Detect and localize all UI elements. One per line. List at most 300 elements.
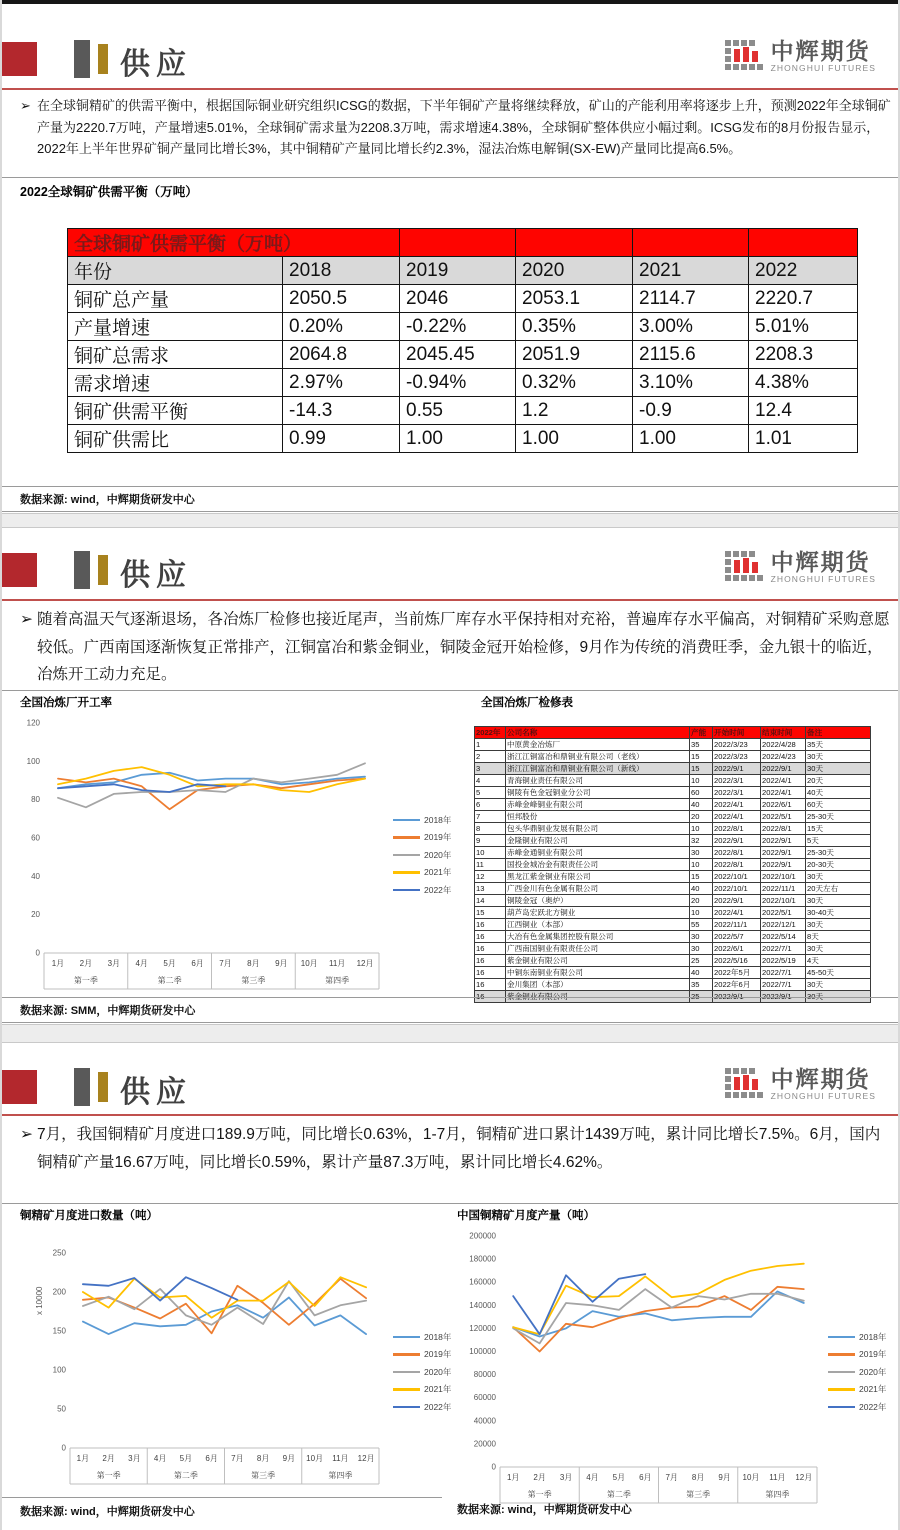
table-row <box>475 847 871 859</box>
table-cell: 2022/4/28 <box>761 739 806 751</box>
divider <box>2 1203 898 1204</box>
table-cell <box>633 229 749 257</box>
header-gray-bar <box>74 551 90 589</box>
table-cell: 55 <box>690 919 713 931</box>
brand-logo-icon <box>725 38 765 78</box>
table-cell: 国投金城冶金有限责任公司 <box>506 859 690 871</box>
svg-text:1月: 1月 <box>76 1454 90 1463</box>
table-cell: 2020 <box>516 257 633 285</box>
table-row <box>475 739 871 751</box>
brand-logo <box>725 38 876 78</box>
table-cell: 2022/6/1 <box>713 943 761 955</box>
legend-item <box>828 1328 886 1346</box>
table-cell: 2050.5 <box>283 285 400 313</box>
svg-text:3月: 3月 <box>128 1454 141 1463</box>
data-source: 数据来源: SMM，中辉期货研发中心 <box>20 1005 196 1017</box>
legend-line-swatch <box>393 1336 420 1339</box>
divider <box>2 1022 898 1023</box>
svg-text:9月: 9月 <box>282 1454 296 1463</box>
svg-text:60000: 60000 <box>473 1393 496 1403</box>
table-cell: 2022年5月 <box>713 967 761 979</box>
legend-label: 2022年 <box>424 1401 452 1412</box>
table-cell: 2022/5/1 <box>761 907 806 919</box>
panel2-paragraph <box>20 606 893 689</box>
table-cell: 30天 <box>806 943 871 955</box>
brand-logo <box>725 1066 876 1106</box>
chart-svg <box>17 1222 397 1488</box>
table-cell: 2022/4/23 <box>761 751 806 763</box>
table-header-row <box>68 257 858 285</box>
table-cell: 浙江江铜富冶和鼎铜业有限公司（新线） <box>506 763 690 775</box>
table-cell: 2022/9/1 <box>761 991 806 1003</box>
brand-name-cn: 中辉期货 <box>770 549 871 575</box>
svg-text:3月: 3月 <box>107 959 121 968</box>
svg-text:10月: 10月 <box>742 1473 760 1482</box>
header-gold-bar <box>98 44 108 74</box>
table-row <box>68 425 858 453</box>
panel2-header <box>2 549 898 599</box>
legend-label: 2019年 <box>859 1349 887 1360</box>
legend-item <box>393 1328 451 1346</box>
table-cell: 9 <box>475 835 506 847</box>
legend-item <box>393 1346 451 1364</box>
table-title: 全球铜矿供需平衡（万吨） <box>68 229 400 257</box>
legend-line-swatch <box>828 1371 855 1374</box>
table-cell: 2022/8/1 <box>713 847 761 859</box>
header-red-bar <box>2 553 37 587</box>
table-cell: 8天 <box>806 931 871 943</box>
svg-text:第四季: 第四季 <box>325 976 350 985</box>
table-cell: 20 <box>690 895 713 907</box>
svg-text:4月: 4月 <box>586 1473 599 1482</box>
legend-label: 2022年 <box>859 1401 887 1412</box>
svg-text:5月: 5月 <box>179 1454 193 1463</box>
divider <box>2 177 898 178</box>
table-cell: 16 <box>475 967 506 979</box>
table-cell: 江西铜业（本部） <box>506 919 690 931</box>
table-cell: 备注 <box>806 727 871 739</box>
svg-text:10月: 10月 <box>306 1454 324 1463</box>
legend-line-swatch <box>393 1353 420 1356</box>
table-cell: 30天 <box>806 895 871 907</box>
svg-text:80: 80 <box>31 795 40 805</box>
legend-label: 2020年 <box>424 1366 452 1377</box>
table-cell: 2022/6/1 <box>761 799 806 811</box>
table-cell: 2022/9/1 <box>761 835 806 847</box>
table-row <box>68 341 858 369</box>
table-cell: 中原黄金冶炼厂 <box>506 739 690 751</box>
table-cell: 2021 <box>633 257 749 285</box>
brand-logo <box>725 549 876 589</box>
legend-line-swatch <box>828 1336 855 1339</box>
table-row <box>475 787 871 799</box>
table-cell: 20 <box>690 811 713 823</box>
table-cell: 年份 <box>68 257 283 285</box>
table-cell: 紫金铜业有限公司 <box>506 955 690 967</box>
svg-text:3月: 3月 <box>559 1473 573 1482</box>
svg-text:80000: 80000 <box>473 1370 496 1380</box>
svg-text:100000: 100000 <box>469 1347 496 1356</box>
svg-text:第二季: 第二季 <box>606 1490 631 1499</box>
table-cell: 1 <box>475 739 506 751</box>
bullet-icon: ➢ <box>20 1126 33 1143</box>
brand-logo-icon <box>725 549 765 589</box>
table-cell: 32 <box>690 835 713 847</box>
svg-text:9月: 9月 <box>275 959 288 968</box>
table-cell: 2018 <box>283 257 400 285</box>
table-cell: 10 <box>690 859 713 871</box>
table-cell: 2022/7/1 <box>761 967 806 979</box>
svg-text:7月: 7月 <box>665 1473 678 1482</box>
table-cell: 2022/9/1 <box>713 835 761 847</box>
legend-item <box>393 1398 451 1416</box>
legend-line-swatch <box>393 1371 420 1374</box>
table-cell: 1.2 <box>516 397 633 425</box>
table-row <box>475 859 871 871</box>
table-cell: 结束时间 <box>761 727 806 739</box>
table-cell: 35天 <box>806 739 871 751</box>
table-cell: 2022/9/1 <box>761 859 806 871</box>
svg-text:x 10000: x 10000 <box>35 1286 44 1315</box>
brand-logo-text <box>771 549 876 584</box>
table-row <box>68 313 858 341</box>
table-cell: 铜矿总产量 <box>68 285 283 313</box>
legend-label: 2021年 <box>859 1384 887 1395</box>
table-cell: 包头华鼎铜业发展有限公司 <box>506 823 690 835</box>
legend-line-swatch <box>393 871 420 874</box>
chart-svg <box>454 1222 824 1508</box>
table-cell: 10 <box>690 775 713 787</box>
table-cell: 16 <box>475 991 506 1003</box>
table-cell: 16 <box>475 979 506 991</box>
divider <box>2 511 898 512</box>
table-cell: 20天 <box>806 775 871 787</box>
svg-text:8月: 8月 <box>256 1454 270 1463</box>
table-cell: -0.22% <box>400 313 516 341</box>
svg-text:0: 0 <box>61 1443 66 1453</box>
svg-text:12月: 12月 <box>795 1473 813 1482</box>
table-cell: 3.00% <box>633 313 749 341</box>
top-border <box>2 0 898 4</box>
section-title: 供应 <box>120 1076 192 1109</box>
brand-name-en: ZHONGHUI FUTURES <box>770 63 876 73</box>
svg-text:11月: 11月 <box>328 959 346 968</box>
table-row <box>475 811 871 823</box>
table-cell: 30天 <box>806 979 871 991</box>
table-cell: 40 <box>690 799 713 811</box>
svg-text:200000: 200000 <box>469 1231 496 1241</box>
brand-logo-icon <box>725 1066 765 1106</box>
table-row <box>68 285 858 313</box>
svg-text:第一季: 第一季 <box>96 1471 121 1480</box>
svg-text:4月: 4月 <box>153 1454 167 1463</box>
table-row <box>68 397 858 425</box>
legend-line-swatch <box>828 1388 855 1391</box>
table-cell: 3.10% <box>633 369 749 397</box>
legend-item <box>393 829 451 847</box>
legend-item <box>828 1363 886 1381</box>
table-cell: 2022/8/1 <box>713 859 761 871</box>
header-gold-bar <box>98 1072 108 1102</box>
table-cell: -0.94% <box>400 369 516 397</box>
table-row <box>475 883 871 895</box>
table-cell: 7 <box>475 811 506 823</box>
table-cell: 30 <box>690 931 713 943</box>
panel-separator <box>2 1024 898 1043</box>
maintenance-table-wrap <box>474 726 871 1003</box>
supply-demand-table <box>67 228 858 453</box>
operating-rate-legend <box>393 811 451 899</box>
operating-rate-chart-area <box>17 708 467 1008</box>
legend-line-swatch <box>828 1353 855 1356</box>
svg-text:1月: 1月 <box>506 1473 520 1482</box>
svg-text:8月: 8月 <box>247 959 260 968</box>
table-cell: -0.9 <box>633 397 749 425</box>
table-cell: 2022/10/1 <box>761 895 806 907</box>
svg-text:20: 20 <box>31 910 40 920</box>
svg-text:第三季: 第三季 <box>686 1490 711 1499</box>
table-cell: 14 <box>475 895 506 907</box>
table-cell: 40天 <box>806 787 871 799</box>
table-cell: 4 <box>475 775 506 787</box>
svg-text:2月: 2月 <box>79 959 93 968</box>
svg-text:250: 250 <box>52 1248 66 1258</box>
table-cell: 35 <box>690 979 713 991</box>
table-cell: 2115.6 <box>633 341 749 369</box>
legend-label: 2022年 <box>424 884 452 895</box>
table-cell: 15 <box>690 871 713 883</box>
table-cell: 16 <box>475 943 506 955</box>
table-row <box>475 919 871 931</box>
table-cell: 8 <box>475 823 506 835</box>
chart-svg <box>17 708 397 1000</box>
table-cell: 3 <box>475 763 506 775</box>
table-cell: 5.01% <box>749 313 858 341</box>
header-divider <box>2 1114 898 1116</box>
panel-separator <box>2 513 898 528</box>
table-cell: 2022/11/1 <box>713 919 761 931</box>
table-cell: 2022/5/14 <box>761 931 806 943</box>
table-cell: 16 <box>475 931 506 943</box>
legend-line-swatch <box>393 854 420 857</box>
svg-text:第二季: 第二季 <box>157 976 182 985</box>
legend-label: 2019年 <box>424 832 452 843</box>
table-cell: 60 <box>690 787 713 799</box>
table-row <box>475 967 871 979</box>
table-cell: 金隆铜业有限公司 <box>506 835 690 847</box>
svg-text:20000: 20000 <box>473 1439 496 1449</box>
output-legend <box>828 1328 886 1416</box>
table-cell: 2064.8 <box>283 341 400 369</box>
svg-text:140000: 140000 <box>469 1300 496 1310</box>
table-row <box>68 369 858 397</box>
table-cell: 铜矿供需平衡 <box>68 397 283 425</box>
output-chart <box>454 1222 824 1513</box>
brand-name-cn: 中辉期货 <box>770 38 871 64</box>
table-cell: 30-40天 <box>806 907 871 919</box>
maintenance-table <box>474 726 871 1003</box>
legend-label: 2018年 <box>424 1331 452 1342</box>
table-cell: 1.00 <box>633 425 749 453</box>
legend-item <box>393 864 451 882</box>
table-cell: 30天 <box>806 991 871 1003</box>
table-cell: 1.00 <box>400 425 516 453</box>
table-cell: 黑龙江紫金铜业有限公司 <box>506 871 690 883</box>
table-cell: 2022/11/1 <box>761 883 806 895</box>
panel1-header <box>2 38 898 88</box>
table-cell: 20天左右 <box>806 883 871 895</box>
table-row <box>475 979 871 991</box>
table-row <box>475 835 871 847</box>
header-gold-bar <box>98 555 108 585</box>
table-cell: 2.97% <box>283 369 400 397</box>
table-cell: 2022/8/1 <box>713 823 761 835</box>
legend-item <box>393 811 451 829</box>
svg-text:6月: 6月 <box>205 1454 218 1463</box>
table-row <box>475 943 871 955</box>
table-cell: 铜陵金冠（奥炉） <box>506 895 690 907</box>
svg-text:4月: 4月 <box>135 959 148 968</box>
table-cell: 2022/5/7 <box>713 931 761 943</box>
table-cell: 公司名称 <box>506 727 690 739</box>
table-cell: 30 <box>690 943 713 955</box>
section-title: 供应 <box>120 559 192 592</box>
table-cell: 2022/4/1 <box>713 907 761 919</box>
svg-text:第四季: 第四季 <box>765 1490 790 1499</box>
svg-text:第一季: 第一季 <box>527 1490 552 1499</box>
svg-text:第三季: 第三季 <box>251 1471 276 1480</box>
svg-text:第二季: 第二季 <box>173 1471 198 1480</box>
brand-name-en: ZHONGHUI FUTURES <box>770 574 876 584</box>
header-divider <box>2 599 898 601</box>
panel3-paragraph <box>20 1121 893 1176</box>
table-cell: 2022/8/1 <box>761 823 806 835</box>
table-cell: 2022/9/1 <box>761 763 806 775</box>
table-cell: 紫金铜业有限公司 <box>506 991 690 1003</box>
data-source: 数据来源: wind，中辉期货研发中心 <box>457 1504 632 1516</box>
table-cell: 10 <box>475 847 506 859</box>
imports-chart <box>17 1222 397 1493</box>
table-cell: 赤峰金峰铜业有限公司 <box>506 799 690 811</box>
table-cell: 赤峰金通铜业有限公司 <box>506 847 690 859</box>
panel1-paragraph <box>20 95 897 160</box>
table-cell: 恒邦股份 <box>506 811 690 823</box>
svg-text:第一季: 第一季 <box>73 976 98 985</box>
table-cell: 青海铜业责任有限公司 <box>506 775 690 787</box>
divider <box>2 1497 442 1498</box>
legend-line-swatch <box>393 1406 420 1409</box>
svg-text:6月: 6月 <box>639 1473 652 1482</box>
imports-chart-area <box>17 1222 467 1507</box>
table-cell: 开始时间 <box>713 727 761 739</box>
panel3-header <box>2 1066 898 1116</box>
table-row <box>475 763 871 775</box>
svg-text:120000: 120000 <box>469 1323 496 1333</box>
table-cell: 60天 <box>806 799 871 811</box>
svg-text:60: 60 <box>31 833 40 843</box>
svg-text:12月: 12月 <box>357 1454 375 1463</box>
table-cell: 0.35% <box>516 313 633 341</box>
svg-text:40000: 40000 <box>473 1416 496 1426</box>
bullet-icon: ➢ <box>20 611 33 628</box>
table-cell: 45-50天 <box>806 967 871 979</box>
svg-text:第四季: 第四季 <box>328 1471 353 1480</box>
table-cell: 40 <box>690 883 713 895</box>
table-cell: 0.99 <box>283 425 400 453</box>
table-cell: 5 <box>475 787 506 799</box>
table-cell: 2114.7 <box>633 285 749 313</box>
legend-line-swatch <box>393 1388 420 1391</box>
svg-text:12月: 12月 <box>356 959 374 968</box>
table-row <box>475 799 871 811</box>
svg-text:8月: 8月 <box>691 1473 705 1482</box>
output-chart-area <box>454 1222 900 1512</box>
table-cell: 中铜东南铜业有限公司 <box>506 967 690 979</box>
table-cell: 13 <box>475 883 506 895</box>
table-cell: 2022/4/1 <box>713 799 761 811</box>
table-cell: 2022/10/1 <box>713 871 761 883</box>
divider <box>2 997 898 998</box>
table-cell: 2022/9/1 <box>713 991 761 1003</box>
table-cell: 2045.45 <box>400 341 516 369</box>
panel2-paragraph-text: 随着高温天气逐渐退场，各冶炼厂检修也接近尾声，当前炼厂库存水平保持相对充裕，普遍库存水平偏高，对铜精矿采购意愿较低。广西南国逐渐恢复正常排产，江铜富冶和紫金铜业，铜陵金冠开始检修，9月作为传统的消费旺季，金九银十的临近，冶炼开工动力充足。 <box>37 611 890 683</box>
supply-demand-table-wrap <box>67 228 858 453</box>
brand-logo-text <box>771 38 876 73</box>
table-cell: 10 <box>690 823 713 835</box>
table-cell <box>400 229 516 257</box>
table-section-label: 2022全球铜矿供需平衡（万吨） <box>20 185 198 199</box>
header-red-bar <box>2 42 37 76</box>
table-cell: 铜矿总需求 <box>68 341 283 369</box>
table-cell: 0.55 <box>400 397 516 425</box>
svg-text:2月: 2月 <box>533 1473 546 1482</box>
table-cell: 2053.1 <box>516 285 633 313</box>
table-cell: 需求增速 <box>68 369 283 397</box>
chart-title-operating-rate: 全国冶炼厂开工率 <box>20 697 112 709</box>
panel1-paragraph-text: 在全球铜精矿的供需平衡中，根据国际铜业研究组织ICSG的数据，下半年铜矿产量将继续释放，矿山的产能利用率将逐步上升，预测2022年全球铜矿产量为2220.7万吨，产量增速5.01%，全球铜矿需求量为2208.3万吨，需求增速4.38%，全球铜矿整体供应小幅过剩。ICSG发布的8月份报告显示，2022年上半年世界矿铜产量同比增长3%，其中铜精矿产量同比增长约2.3%，湿法冶炼电解铜(SX-EW)产量同比提高6.5%。 <box>37 98 891 156</box>
table-row <box>475 871 871 883</box>
legend-item <box>393 1363 451 1381</box>
brand-name-en: ZHONGHUI FUTURES <box>770 1091 876 1101</box>
table-cell: 2022/3/23 <box>713 739 761 751</box>
svg-text:40: 40 <box>31 871 40 881</box>
table-cell: 2208.3 <box>749 341 858 369</box>
table-cell: 0.32% <box>516 369 633 397</box>
legend-line-swatch <box>393 889 420 892</box>
table-cell: 2022/9/1 <box>713 895 761 907</box>
table-cell: 大冶有色金属集团控股有限公司 <box>506 931 690 943</box>
table-cell: 2022/10/1 <box>713 883 761 895</box>
legend-label: 2018年 <box>424 814 452 825</box>
svg-text:0: 0 <box>35 948 40 958</box>
table-cell: 产量增速 <box>68 313 283 341</box>
table-cell: 2022/5/1 <box>761 811 806 823</box>
table-cell: 2 <box>475 751 506 763</box>
table-cell: 15天 <box>806 823 871 835</box>
legend-item <box>828 1381 886 1399</box>
table-cell: 2051.9 <box>516 341 633 369</box>
table-cell: 金川集团（本部） <box>506 979 690 991</box>
table-cell: 产能 <box>690 727 713 739</box>
table-cell: 2019 <box>400 257 516 285</box>
table-cell: 30天 <box>806 763 871 775</box>
table-row <box>475 895 871 907</box>
svg-text:7月: 7月 <box>231 1454 244 1463</box>
table-cell: 2022 <box>749 257 858 285</box>
chart-title-output: 中国铜精矿月度产量（吨） <box>457 1210 595 1222</box>
header-red-bar <box>2 1070 37 1104</box>
brand-name-cn: 中辉期货 <box>770 1066 871 1092</box>
